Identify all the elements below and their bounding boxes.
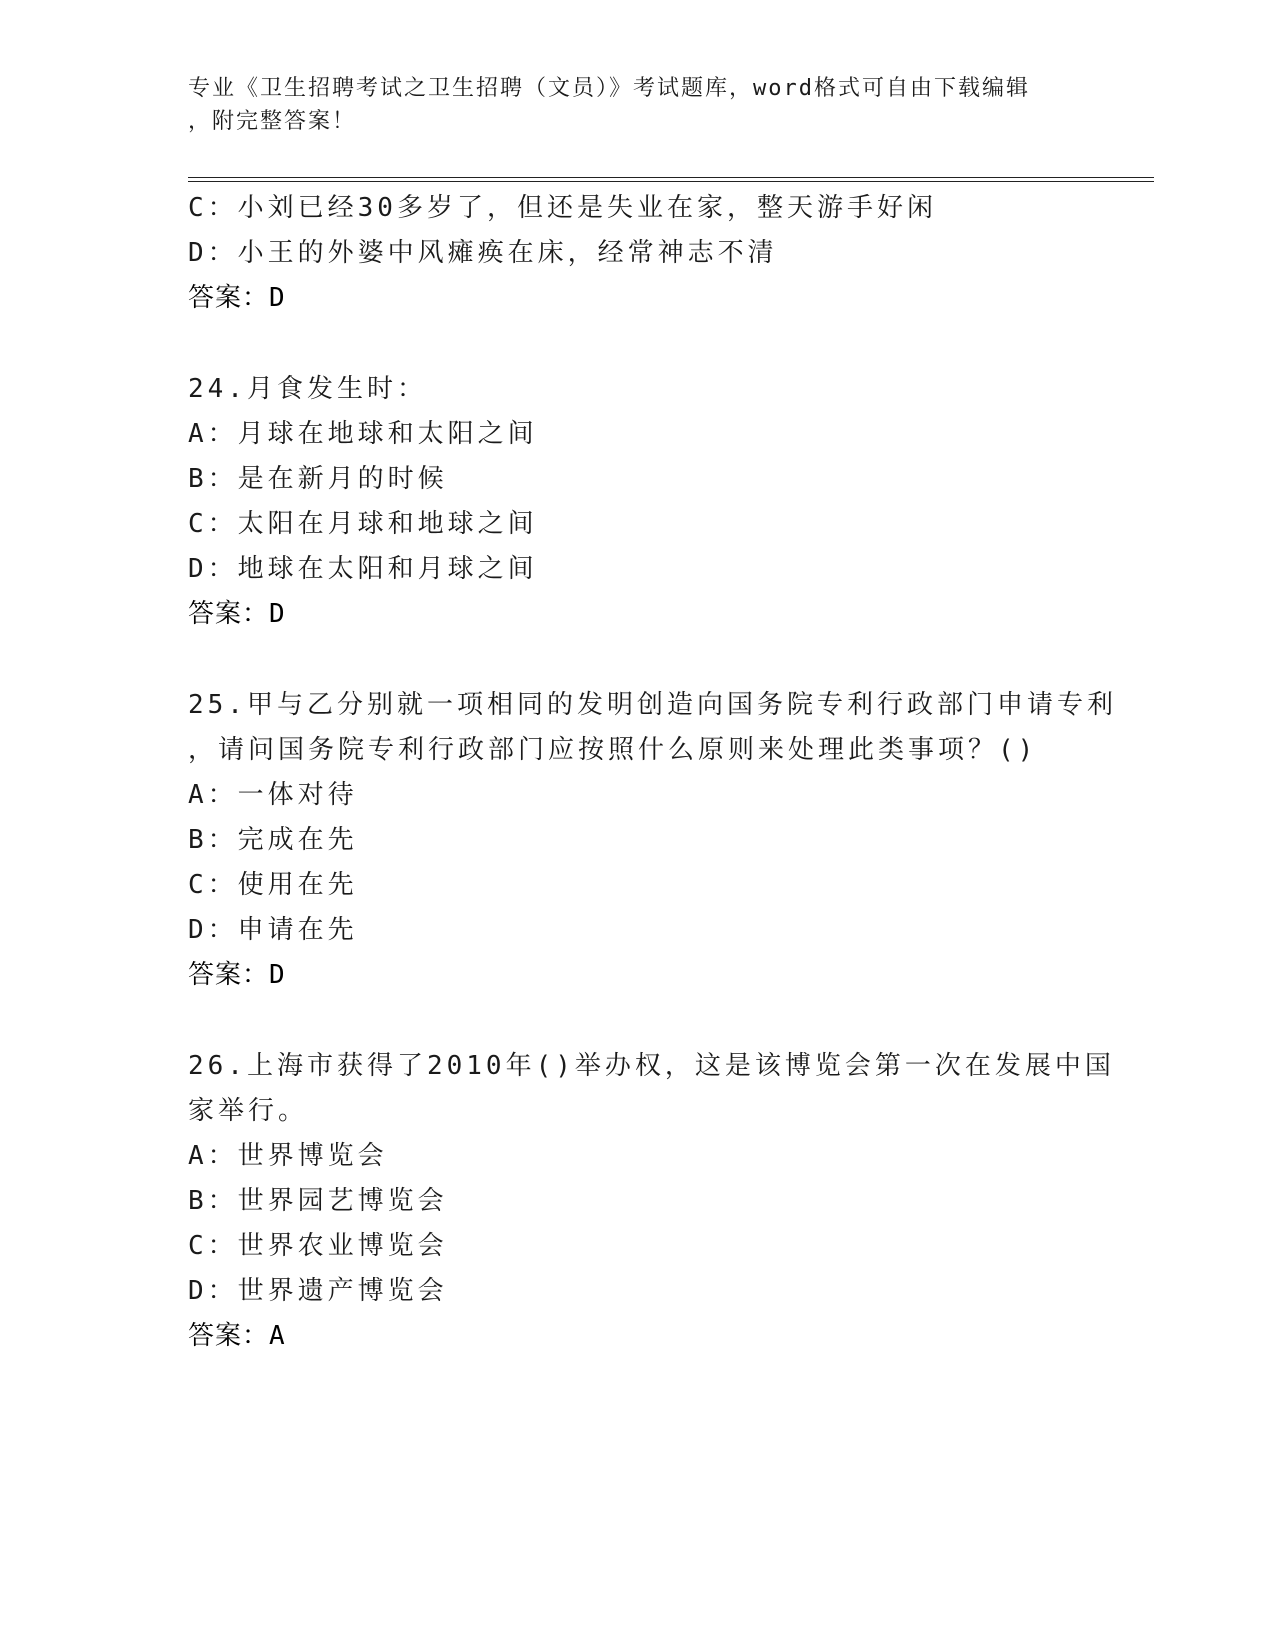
question-list (188, 186, 1117, 1359)
question-23-continued (188, 186, 1108, 321)
option-c: C：太阳在月球和地球之间 (188, 509, 538, 539)
question-stem: 24.月食发生时： (188, 374, 427, 404)
header-line-2: ，附完整答案！ (188, 109, 357, 134)
option-a: A：世界博览会 (188, 1141, 388, 1171)
answer-value: D (269, 283, 286, 313)
answer-label: 答案： (188, 599, 270, 629)
document-header (188, 72, 1088, 138)
header-divider (188, 177, 1154, 182)
question-25 (188, 683, 1117, 998)
option-b: B：完成在先 (188, 825, 358, 855)
answer-line (188, 953, 1108, 998)
question-24 (188, 367, 1108, 637)
answer-line (188, 1314, 1108, 1359)
question-stem-continued: 家举行。 (188, 1096, 309, 1126)
answer-line (188, 592, 1108, 637)
answer-label: 答案： (188, 1321, 270, 1351)
answer-line (188, 276, 1108, 321)
question-stem-continued: ，请问国务院专利行政部门应按照什么原则来处理此类事项？() (188, 735, 1038, 765)
question-stem: 26.上海市获得了2010年()举办权，这是该博览会第一次在发展中国 (188, 1051, 1115, 1081)
option-d: D：世界遗产博览会 (188, 1276, 448, 1306)
question-stem: 25.甲与乙分别就一项相同的发明创造向国务院专利行政部门申请专利 (188, 690, 1117, 720)
option-c: C：小刘已经30多岁了，但还是失业在家，整天游手好闲 (188, 193, 937, 223)
option-c: C：世界农业博览会 (188, 1231, 448, 1261)
option-c: C：使用在先 (188, 870, 358, 900)
header-line-1: 专业《卫生招聘考试之卫生招聘（文员）》考试题库，word格式可自由下载编辑 (188, 76, 1030, 101)
option-d: D：地球在太阳和月球之间 (188, 554, 538, 584)
option-a: A：月球在地球和太阳之间 (188, 419, 538, 449)
answer-label: 答案： (188, 283, 270, 313)
option-b: B：世界园艺博览会 (188, 1186, 448, 1216)
answer-value: A (269, 1321, 286, 1351)
option-a: A：一体对待 (188, 780, 358, 810)
question-26 (188, 1044, 1115, 1359)
answer-label: 答案： (188, 960, 270, 990)
option-d: D：申请在先 (188, 915, 358, 945)
option-d: D：小王的外婆中风瘫痪在床，经常神志不清 (188, 238, 778, 268)
answer-value: D (269, 960, 286, 990)
option-b: B：是在新月的时候 (188, 464, 448, 494)
answer-value: D (269, 599, 286, 629)
